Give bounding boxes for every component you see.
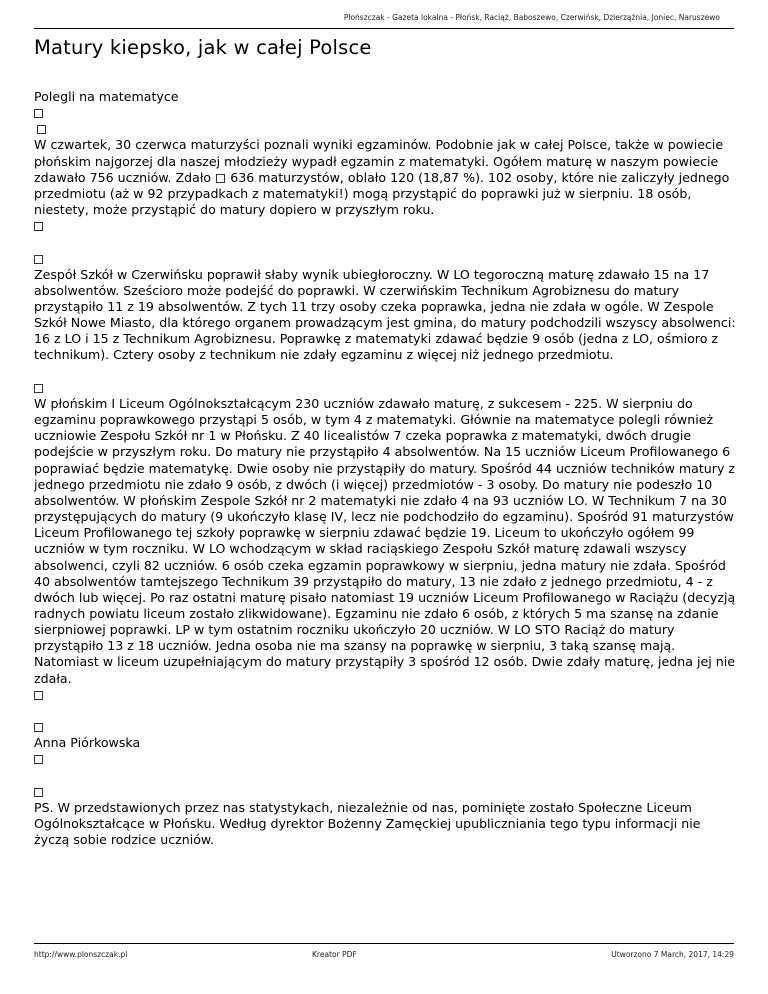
site-header: Płońszczak - Gazeta lokalna - Płońsk, Raciąż, Baboszewo, Czerwińsk, Dzierzążnia, Joniec, Naruszewo [343,13,720,22]
broken-image-placeholder-icon [34,384,43,393]
broken-image-placeholder-icon [37,125,46,134]
footer-tool: Kreator PDF [312,950,357,959]
broken-image-placeholder-icon [34,788,43,797]
paragraph-intro: W czwartek, 30 czerwca maturzyści poznali wyniki egzaminów. Podobnie jak w całej Polsce, także w powiecie płońskim najgorzej dla naszej młodzieży wypadł egzamin z matematyki. Ogółem maturę w naszym powiecie zdawało 756 uczniów. Zdało 636 maturzystów, oblało 120 (18,87 %). 102 osoby, które nie zaliczyły jednego przedmiotu (aż w 92 przypadkach z matematyki!) mogą przystąpić do poprawki już w sierpniu. 18 osób, niestety, może przystąpić do matury dopiero w przyszłym roku. [34,137,730,218]
broken-image-placeholder-icon [34,222,43,231]
paragraph-czerwinsk: Zespół Szkół w Czerwińsku poprawił słaby wynik ubiegłoroczny. W LO tegoroczną maturę zdawało 15 na 17 absolwentów. Sześcioro może podejść do poprawki. W czerwińskim Technikum Agrobiznesu do matury przystąpiło 11 z 19 absolwentów. Z tych 11 trzy osoby czeka poprawka, jedna nie zdała w ogóle. W Zespole Szkół Nowe Miasto, dla którego organem prowadzącym jest gmina, do matury podchodzili wszyscy absolwenci: 16 z LO i 15 z Technikum Agrobiznesu. Poprawkę z matematyki zdawać będzie 9 osób (jedna z LO, ośmioro z technikum). Cztery osoby z technikum nie zdały egzaminu z więcej niż jednego przedmiotu. [34,266,736,363]
article-body [34,89,737,848]
footer-created-date: Utworzono 7 March, 2017, 14:29 [611,950,734,959]
broken-image-placeholder-icon [34,755,43,764]
broken-image-placeholder-icon [34,109,43,118]
article-postscript: PS. W przedstawionych przez nas statystykach, niezależnie od nas, pominięte zostało Społeczne Liceum Ogólnokształcące w Płońsku. Według dyrektor Bożenny Zamęckiej upubliczniania tego typu informacji nie życzą sobie rodzice uczniów. [34,799,701,848]
broken-image-placeholder-icon [34,691,43,700]
footer-url: http://www.plonszczak.pl [34,950,128,959]
broken-image-placeholder-icon [34,723,43,732]
footer-divider [34,943,734,944]
article-author: Anna Piórkowska [34,735,141,751]
broken-image-placeholder-icon [34,255,43,264]
header-divider [34,28,734,29]
article-subtitle: Polegli na matematyce [34,89,179,104]
paragraph-plonsk: W płońskim I Liceum Ogólnokształcącym 230 uczniów zdawało maturę, z sukcesem - 225. W sierpniu do egzaminu poprawkowego przystąpi 5 osób, w tym 4 z matematyki. Głównie na matematyce polegli również uczniowie Zespołu Szkół nr 1 w Płońsku. Z 40 licealistów 7 czeka poprawka z matematyki, dwóch drugie podejście w przyszłym roku. Do matury nie przystąpiło 4 absolwentów. Na 15 uczniów Liceum Profilowanego 6 poprawiać będzie matematykę. Dwie osoby nie przystąpiły do matury. Spośród 44 uczniów techników matury z jednego przedmiotu nie zdało 9 osób, z dwóch (i więcej) przedmiotów - 3 osoby. Do matury nie podeszło 10 absolwentów. W płońskim Zespole Szkół nr 2 matematyki nie zdało 4 na 93 uczniów LO. W Technikum 7 na 30 przystępujących do matury (9 ukończyło klasę IV, lecz nie podchodziło do egzaminu). Spośród 91 maturzystów Liceum Profilowanego tej szkoły poprawkę w sierpniu zdawać będzie 19. Liceum to ukończyło ogółem 99 uczniów w tym roczniku. W LO wchodzącym w skład raciąskiego Zespołu Szkół maturę zdawali wszyscy absolwenci, czyli 82 uczniów. 6 osób czeka egzamin poprawkowy w sierpniu, jedna matury nie zdała. Spośród 40 absolwentów tamtejszego Technikum 39 przystąpiło do matury, 13 nie zdało z jednego przedmiotu, 4 - z dwóch lub więcej. Po raz ostatni maturę pisało natomiast 19 uczniów Liceum Profilowanego w Raciążu (decyzją radnych powiatu liceum zostało zlikwidowane). Egzaminu nie zdało 6 osób, z których 5 ma szansę na zdanie sierpniowej poprawki. LP w tym ostatnim roczniku ukończyło 20 uczniów. W LO STO Raciąż do matury przystąpiło 13 z 18 uczniów. Jedna osoba nie ma szansy na poprawkę w sierpniu, 3 taką szansę mają. Natomiast w liceum uzupełniającym do matury przystąpiły 3 spośród 12 osób. Dwie zdały maturę, jedna jej nie zdała. [34,395,736,686]
article-title: Matury kiepsko, jak w całej Polsce [34,36,372,59]
broken-image-placeholder-icon [216,174,225,183]
